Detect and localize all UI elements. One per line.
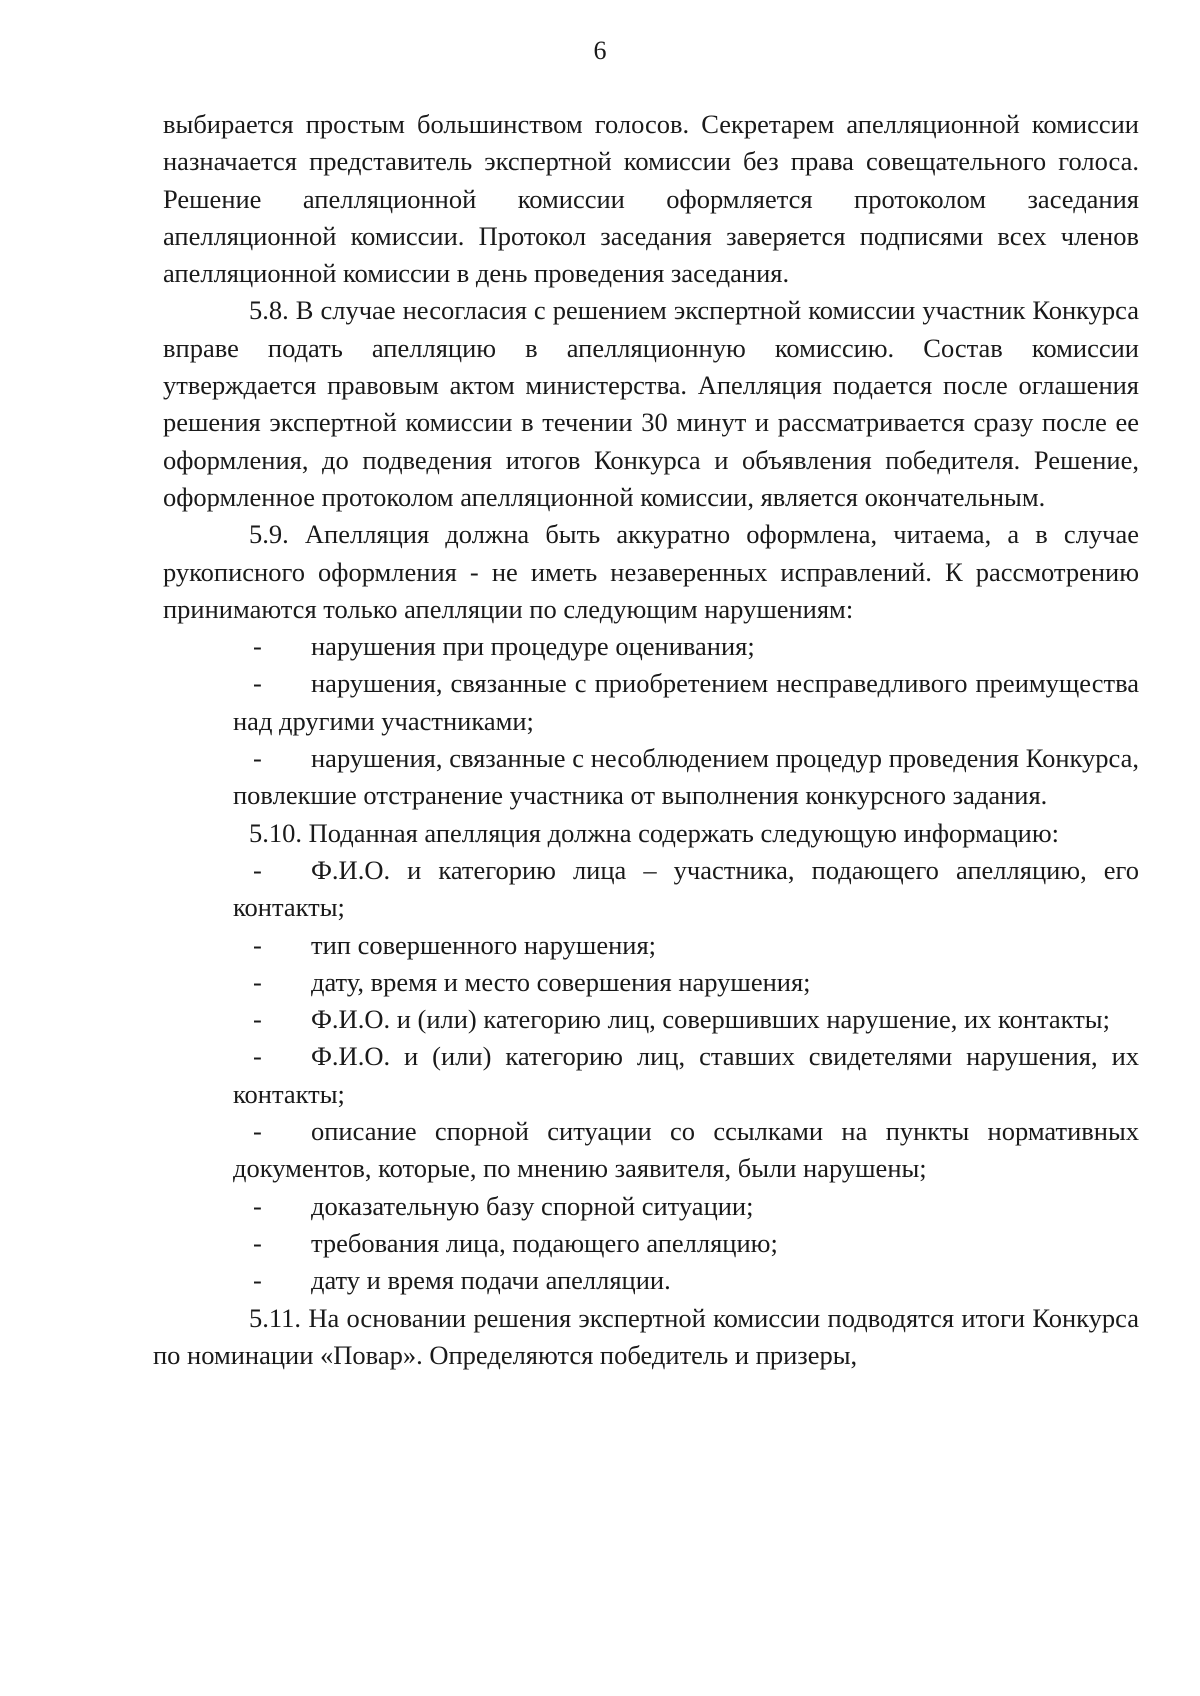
list-dash: -: [253, 1190, 262, 1221]
list-item-text: описание спорной ситуации со ссылками на пункты нормативных документов, которые, по мнению заявителя, были нарушены;: [233, 1116, 1139, 1184]
list-item-text: тип совершенного нарушения;: [311, 929, 656, 960]
list-item-text: дату и время подачи апелляции.: [311, 1265, 671, 1296]
list-dash: -: [253, 929, 262, 960]
page-number: 6: [593, 36, 607, 65]
list-dash: -: [253, 1227, 262, 1258]
list-dash: -: [253, 1265, 262, 1296]
list-item: [233, 964, 1139, 1001]
list-item: [233, 927, 1139, 964]
document-body: [153, 106, 1139, 1374]
list-dash: -: [253, 668, 262, 699]
list-dash: -: [253, 854, 262, 885]
list-item-text: Ф.И.О. и категорию лица – участника, подающего апелляцию, его контакты;: [233, 854, 1139, 923]
list-item-text: нарушения, связанные с несоблюдением процедур проведения Конкурса, повлекшие отстранение участника от выполнения конкурсного задания.: [233, 743, 1139, 811]
list-item-text: нарушения при процедуре оценивания;: [311, 631, 755, 662]
list-item: [233, 740, 1139, 815]
list-dash: -: [253, 1004, 262, 1035]
list-item: [233, 1225, 1139, 1262]
list-item-text: доказательную базу спорной ситуации;: [311, 1190, 754, 1221]
list-item: [233, 1113, 1139, 1188]
list-item-text: дату, время и место совершения нарушения;: [311, 966, 811, 997]
paragraph-5-11: 5.11. На основании решения экспертной комиссии подводятся итоги Конкурса по номинации «Повар». Определяются победитель и призеры,: [153, 1302, 1139, 1370]
list-item: [233, 1262, 1139, 1299]
list-item-text: Ф.И.О. и (или) категорию лиц, совершивших нарушение, их контакты;: [311, 1004, 1110, 1035]
list-dash: -: [253, 1116, 262, 1147]
list-item: [233, 1188, 1139, 1225]
list-item-text: Ф.И.О. и (или) категорию лиц, ставших свидетелями нарушения, их контакты;: [233, 1041, 1139, 1109]
list-dash: -: [253, 743, 262, 774]
list-dash: -: [253, 966, 262, 997]
paragraph-5-9: 5.9. Апелляция должна быть аккуратно оформлена, читаема, а в случае рукописного оформления - не иметь незаверенных исправлений. К рассмотрению принимаются только апелляции по следующим нарушениям:: [163, 519, 1139, 624]
list-item: [233, 852, 1139, 927]
list-item-text: нарушения, связанные с приобретением несправедливого преимущества над другими участниками;: [233, 668, 1139, 736]
list-item: [233, 665, 1139, 740]
paragraph-5-8: 5.8. В случае несогласия с решением экспертной комиссии участник Конкурса вправе подать апелляцию в апелляционную комиссию. Состав комиссии утверждается правовым актом министерства. Апелляция подается после оглашения решения экспертной комиссии в течении 30 минут и рассматривается сразу после ее оформления, до подведения итогов Конкурса и объявления победителя. Решение, оформленное протоколом апелляционной комиссии, является окончательным.: [163, 295, 1139, 512]
paragraph-continuation: выбирается простым большинством голосов. Секретарем апелляционной комиссии назначается представитель экспертной комиссии без права совещательного голоса. Решение апелляционной комиссии оформляется протоколом заседания апелляционной комиссии. Протокол заседания заверяется подписями всех членов апелляционной комиссии в день проведения заседания.: [163, 109, 1139, 289]
list-item: [233, 1001, 1139, 1038]
paragraph-5-10: 5.10. Поданная апелляция должна содержать следующую информацию:: [249, 817, 1060, 848]
list-dash: -: [253, 631, 262, 662]
list-dash: -: [253, 1041, 262, 1072]
list-item-text: требования лица, подающего апелляцию;: [311, 1227, 778, 1258]
list-item: [233, 1038, 1139, 1113]
list-item: [233, 628, 1139, 665]
